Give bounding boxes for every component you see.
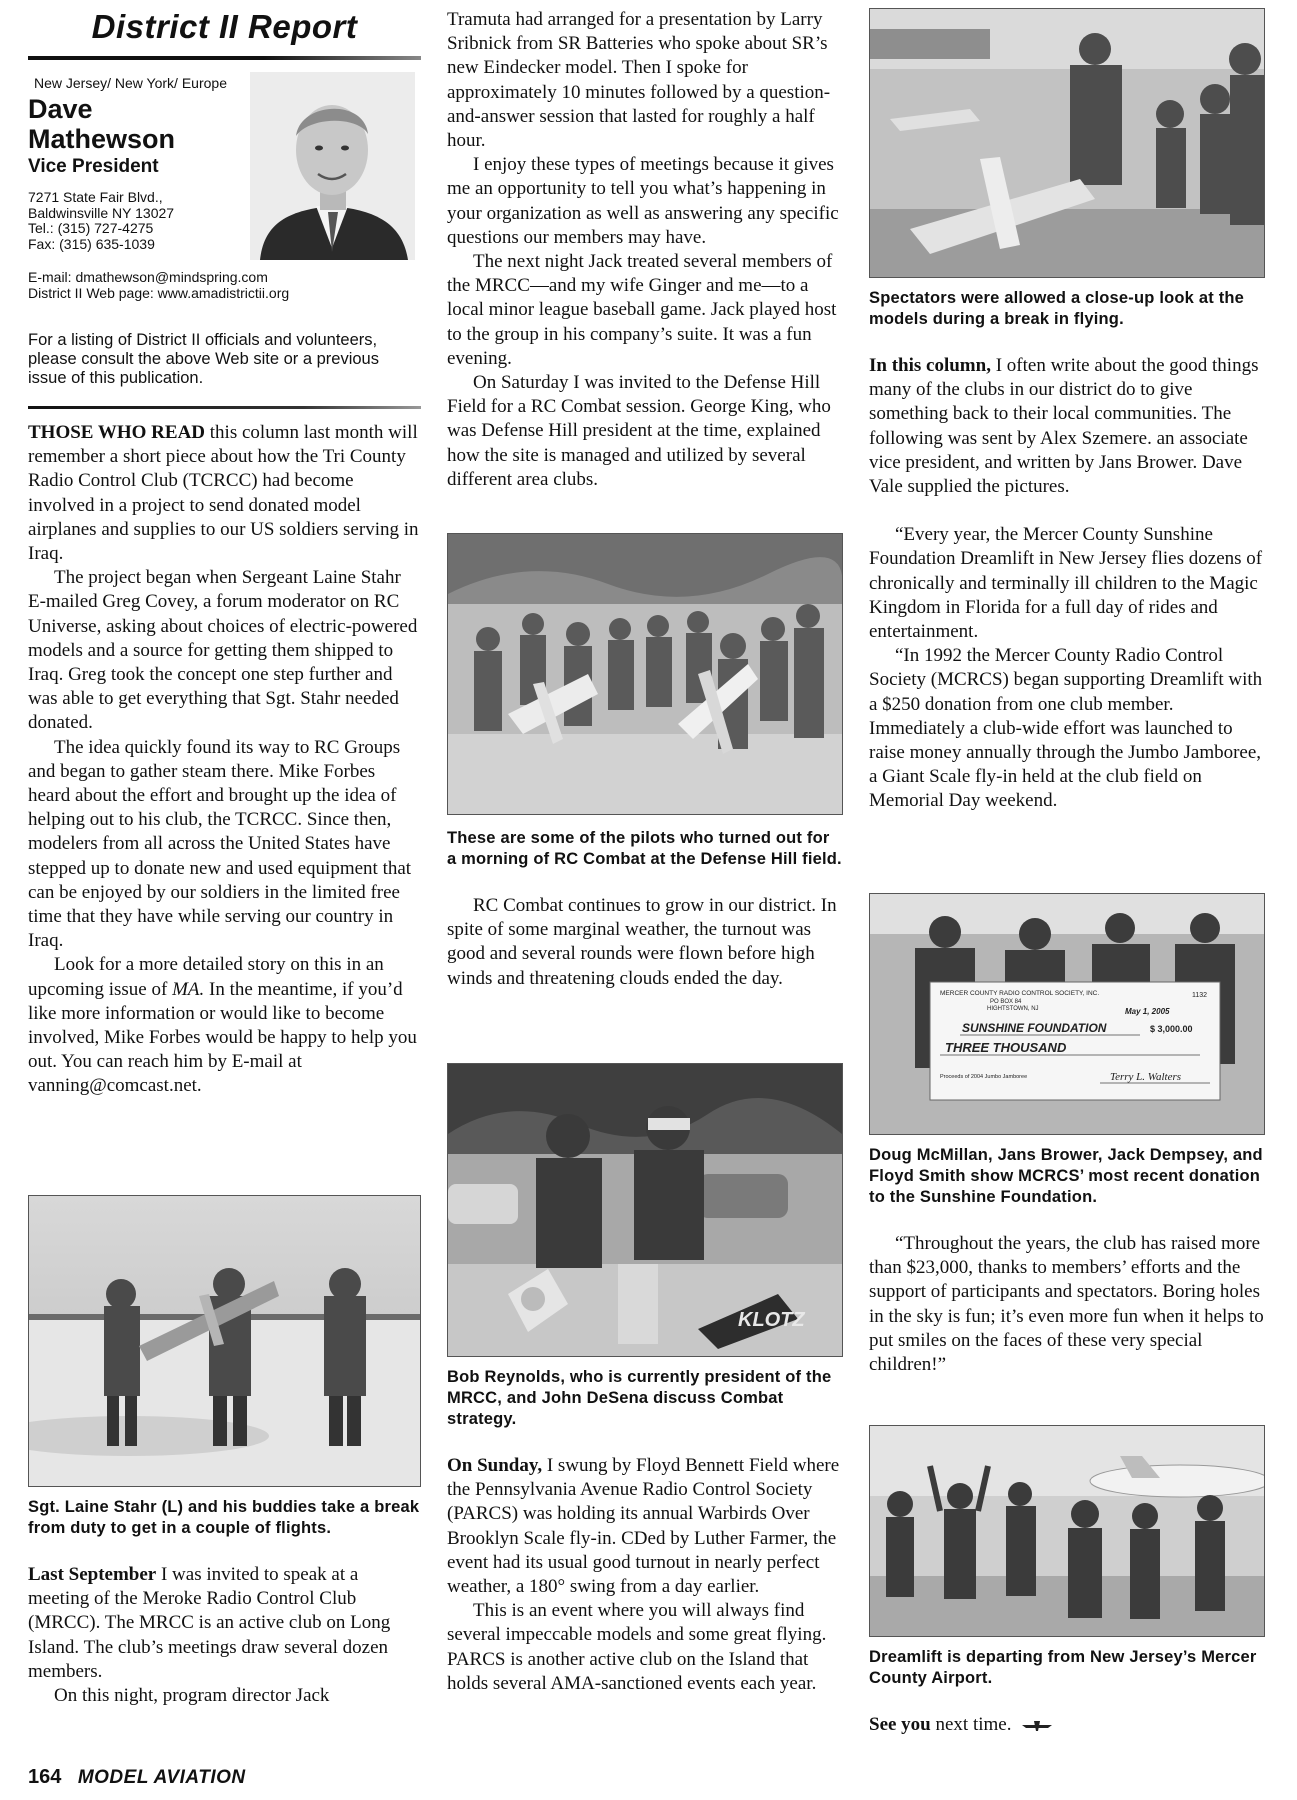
ama-end-mark-icon <box>1022 1719 1052 1733</box>
paragraph <box>869 1713 1267 1737</box>
photo-caption-reynolds-desena: Bob Reynolds, who is currently president of the MRCC, and John DeSena discuss Combat strategy. <box>447 1368 832 1428</box>
telephone: Tel.: (315) 727-4275 <box>28 220 154 236</box>
spacer <box>869 330 1267 354</box>
fax: Fax: (315) 635-1039 <box>28 235 155 252</box>
author-role: Vice President <box>28 156 159 177</box>
paragraph-lead: THOSE WHO READ <box>28 422 206 443</box>
check-address-1: PO BOX 84 <box>990 999 1022 1005</box>
column-1-text-bottom <box>28 1563 421 1708</box>
dreamlift-airport-photo <box>869 1425 1265 1637</box>
pilots-photo-illustration <box>448 534 842 814</box>
check-memo: Proceeds of 2004 Jumbo Jamboree <box>940 1074 1028 1080</box>
spectators-photo <box>869 8 1265 278</box>
author-region: New Jersey/ New York/ Europe <box>34 75 227 91</box>
paragraph-body: In the meantime, if you’d like more information or would like to become involved, Mike Forbes would be happy to help you out. You can reach him by E-mail at vanning@comcast.net. <box>28 978 417 1097</box>
check-address-2: HIGHTSTOWN, NJ <box>987 1006 1039 1012</box>
photo-caption-pilots: These are some of the pilots who turned out for a morning of RC Combat at the Defense Hill field. <box>447 829 842 868</box>
reynolds-desena-photo <box>447 1063 843 1357</box>
spacer <box>447 870 843 894</box>
paragraph-body: I was invited to speak at a meeting of the Meroke Radio Control Club (MRCC). The MRCC is an active club on Long Island. The club’s meetings draw several dozen members. <box>28 1564 391 1682</box>
spacer <box>869 499 1267 523</box>
spacer <box>869 1208 1267 1232</box>
soldiers-photo-illustration <box>29 1196 420 1486</box>
paragraph: On this night, program director Jack <box>54 1685 330 1707</box>
paragraph: The idea quickly found its way to RC Groups and began to gather steam there. Mike Forbes heard about the effort and brought up the idea of helping out to his club, the TCRCC. Since then, modelers from all across the United States have stepped up to donate new and used equipment that can be enjoyed by our soldiers in the limited free time that they have while serving our country in Iraq. <box>28 736 412 952</box>
klotz-banner-text: KLOTZ <box>738 1309 805 1331</box>
author-webpage: District II Web page: www.amadistrictii.org <box>28 284 290 301</box>
check-org: MERCER COUNTY RADIO CONTROL SOCIETY, INC. <box>940 990 1100 997</box>
column-1 <box>28 0 421 1099</box>
column-3-text-middle <box>869 1232 1267 1377</box>
soldiers-photo <box>28 1195 421 1487</box>
paragraph <box>447 1454 843 1599</box>
author-box <box>28 60 421 278</box>
paragraph-body: I often write about the good things many of the clubs in our district do to give something back to their local communities. The following was sent by Alex Szemere. an associate vice president, and written by Jans Brower. Dave Vale supplied the pictures. <box>869 355 1259 498</box>
paragraph-body: next time. <box>930 1714 1012 1735</box>
column-3-text-bottom <box>869 1713 1267 1737</box>
column-1-text-top <box>28 421 421 1099</box>
check-amount: $ 3,000.00 <box>1150 1024 1193 1034</box>
page-number: 164 <box>28 1766 62 1788</box>
paragraph: “Every year, the Mercer County Sunshine Foundation Dreamlift in New Jersey flies dozens of chronically and terminally ill children to the Magic Kingdom in Florida for a full day of rides and entertainment. <box>869 524 1263 643</box>
paragraph: This is an event where you will always find several impeccable models and some great flying. PARCS is another active club on the Island that holds several AMA-sanctioned events each year. <box>447 1600 827 1694</box>
paragraph: “In 1992 the Mercer County Radio Control Society (MCRCS) began supporting Dreamlift with a $250 donation from one club member. Immediately a club-wide effort was launched to raise money annually through the Jumbo Jamboree, a Giant Scale fly-in held at the club field on Memorial Day weekend. <box>869 645 1263 812</box>
address-line-1: 7271 State Fair Blvd., <box>28 189 163 205</box>
paragraph: The project began when Sergeant Laine Stahr E-mailed Greg Covey, a forum moderator on RC Universe, asking about choices of electric-powered models and a source for getting them shipped to Iraq. Greg took the concept one step further and was able to get everything that Sgt. Stahr needed donated. <box>28 567 418 734</box>
check-date: May 1, 2005 <box>1125 1007 1170 1016</box>
paragraph: Tramuta had arranged for a presentation by Larry Sribnick from SR Batteries who spoke about SR’s new Eindecker model. Then I spoke for approximately 10 minutes followed by a question-and-answer session that lasted for roughly a half hour. <box>447 9 831 152</box>
column-2-bottom <box>447 1367 843 1696</box>
paragraph <box>28 1563 421 1684</box>
column-2-middle <box>447 828 843 991</box>
paragraph: On Saturday I was invited to the Defense Hill Field for a RC Combat session. George King, who was Defense Hill president at the time, explained how the site is managed and utilized by several different area clubs. <box>447 372 831 490</box>
paragraph-lead: On Sunday, <box>447 1455 543 1476</box>
author-last-name: Mathewson <box>28 124 176 154</box>
check-presentation-photo <box>869 893 1265 1135</box>
photo-caption-soldiers: Sgt. Laine Stahr (L) and his buddies take a break from duty to get in a couple of flights. <box>28 1498 420 1537</box>
paragraph-lead: See you <box>869 1714 931 1735</box>
author-address <box>28 190 253 252</box>
paragraph: RC Combat continues to grow in our district. In spite of some marginal weather, the turnout was good and several rounds were flown before high winds and threatening clouds ended the day. <box>447 895 837 989</box>
dreamlift-photo-illustration <box>870 1426 1264 1636</box>
column-2-top <box>447 8 843 492</box>
paragraph-lead: In this column, <box>869 355 991 376</box>
photo-caption-spectators: Spectators were allowed a close-up look at the models during a break in flying. <box>869 289 1245 328</box>
column-3-middle <box>869 1145 1267 1377</box>
author-email: E-mail: dmathewson@mindspring.com <box>28 269 268 285</box>
address-line-2: Baldwinsville NY 13027 <box>28 204 175 221</box>
department-title: District II Report <box>91 8 358 45</box>
header-bottom-rule <box>28 406 421 409</box>
column-2-text-middle <box>447 894 843 991</box>
paragraph-body: Look for a more detailed story on this in an upcoming issue of <box>28 954 384 1000</box>
check-number: 1132 <box>1192 992 1208 999</box>
check-photo-illustration <box>870 894 1264 1134</box>
paragraph-body: I swung by Floyd Bennett Field where the Pennsylvania Avenue Radio Control Society (PARCS) was holding its annual Warbirds Over Brooklyn Scale fly-in. CDed by Luther Farmer, the event had its usual good turnout in nearly perfect weather, a 180° swing from a day earlier. <box>447 1455 840 1598</box>
column-3-text-upper <box>869 354 1267 814</box>
magazine-abbrev: MA. <box>172 978 205 1000</box>
photo-caption-dreamlift: Dreamlift is departing from New Jersey’s Mercer County Airport. <box>869 1648 1257 1687</box>
author-first-name: Dave <box>28 94 93 124</box>
column-3-upper <box>869 288 1267 814</box>
paragraph: “Throughout the years, the club has raised more than $23,000, thanks to members’ efforts and the support of participants and spectators. Boring holes in the sky is fun; it’s even more fun when it helps to put smiles on the faces of these very special children!” <box>869 1233 1264 1376</box>
magazine-name: MODEL AVIATION <box>77 1767 246 1788</box>
spacer <box>447 1430 843 1454</box>
column-2-text-bottom <box>447 1454 843 1696</box>
column-3-bottom <box>869 1647 1267 1737</box>
reynolds-desena-photo-illustration <box>448 1064 842 1356</box>
page-footer <box>28 1766 246 1789</box>
spectators-photo-illustration <box>870 9 1264 277</box>
portrait-illustration <box>250 72 415 260</box>
paragraph <box>869 354 1267 499</box>
paragraph-body: this column last month will remember a short piece about how the Tri County Radio Control Club (TCRCC) had become involved in a project to send donated model airplanes and supplies to our US soldiers serving in Iraq. <box>28 422 419 565</box>
paragraph <box>28 421 421 566</box>
check-amount-words: THREE THOUSAND <box>945 1040 1067 1055</box>
spacer <box>869 1689 1267 1713</box>
paragraph: I enjoy these types of meetings because it gives me an opportunity to tell you what’s happening in your organization as well as answering any specific questions our members may have. <box>447 154 839 248</box>
paragraph <box>28 953 421 1098</box>
officials-listing-note: For a listing of District II officials and volunteers, please consult the above Web site or a previous issue of this publication. <box>28 331 379 387</box>
paragraph: The next night Jack treated several members of the MRCC—and my wife Ginger and me—to a local minor league baseball game. Jack played host to the group in his company’s suite. It was a fun evening. <box>447 251 837 369</box>
pilots-group-photo <box>447 533 843 815</box>
check-signature: Terry L. Walters <box>1110 1071 1182 1083</box>
spacer <box>28 1539 421 1563</box>
paragraph-lead: Last September <box>28 1564 157 1585</box>
photo-caption-check: Doug McMillan, Jans Brower, Jack Dempsey, and Floyd Smith show MCRCS’ most recent donation to the Sunshine Foundation. <box>869 1146 1263 1206</box>
check-payee: SUNSHINE FOUNDATION <box>962 1021 1107 1035</box>
column-2-text-top <box>447 8 843 492</box>
column-1-bottom <box>28 1497 421 1708</box>
author-portrait-photo <box>250 72 415 260</box>
